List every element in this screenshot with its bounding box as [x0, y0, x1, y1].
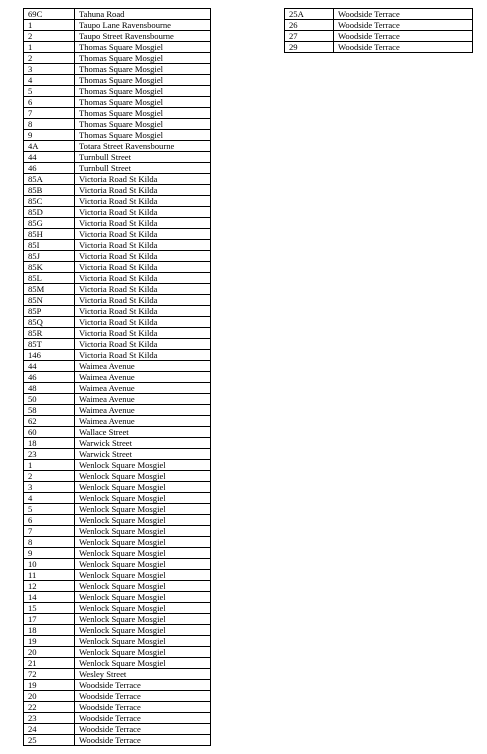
table-row [24, 680, 211, 691]
street-name-cell: Thomas Square Mosgiel [75, 108, 211, 119]
house-number-cell: 25A [285, 9, 334, 20]
table-row [24, 416, 211, 427]
table-row [24, 306, 211, 317]
house-number-cell: 20 [24, 691, 75, 702]
house-number-cell: 18 [24, 625, 75, 636]
table-row [24, 394, 211, 405]
house-number-cell: 85I [24, 240, 75, 251]
street-name-cell: Wenlock Square Mosgiel [75, 570, 211, 581]
table-row [24, 229, 211, 240]
table-row [24, 9, 211, 20]
table-row [24, 240, 211, 251]
table-row [285, 42, 473, 53]
house-number-cell: 6 [24, 97, 75, 108]
table-row [24, 163, 211, 174]
house-number-cell: 85M [24, 284, 75, 295]
house-number-cell: 1 [24, 460, 75, 471]
table-row [24, 295, 211, 306]
house-number-cell: 2 [24, 31, 75, 42]
table-row [24, 328, 211, 339]
house-number-cell: 5 [24, 86, 75, 97]
house-number-cell: 8 [24, 119, 75, 130]
street-name-cell: Thomas Square Mosgiel [75, 75, 211, 86]
house-number-cell: 18 [24, 438, 75, 449]
house-number-cell: 85T [24, 339, 75, 350]
table-row [24, 724, 211, 735]
street-name-cell: Wenlock Square Mosgiel [75, 581, 211, 592]
house-number-cell: 19 [24, 680, 75, 691]
house-number-cell: 23 [24, 449, 75, 460]
house-number-cell: 14 [24, 592, 75, 603]
street-name-cell: Waimea Avenue [75, 405, 211, 416]
street-name-cell: Woodside Terrace [334, 9, 473, 20]
table-row [24, 405, 211, 416]
street-name-cell: Thomas Square Mosgiel [75, 130, 211, 141]
table-row [24, 691, 211, 702]
house-number-cell: 2 [24, 53, 75, 64]
house-number-cell: 48 [24, 383, 75, 394]
street-name-cell: Wenlock Square Mosgiel [75, 460, 211, 471]
house-number-cell: 46 [24, 163, 75, 174]
street-name-cell: Taupo Lane Ravensbourne [75, 20, 211, 31]
table-row [24, 174, 211, 185]
house-number-cell: 7 [24, 526, 75, 537]
street-name-cell: Victoria Road St Kilda [75, 207, 211, 218]
table-row [24, 196, 211, 207]
street-name-cell: Wenlock Square Mosgiel [75, 548, 211, 559]
house-number-cell: 85C [24, 196, 75, 207]
street-name-cell: Wenlock Square Mosgiel [75, 658, 211, 669]
street-name-cell: Waimea Avenue [75, 416, 211, 427]
table-row [24, 713, 211, 724]
house-number-cell: 72 [24, 669, 75, 680]
street-name-cell: Victoria Road St Kilda [75, 273, 211, 284]
house-number-cell: 17 [24, 614, 75, 625]
table-row [24, 262, 211, 273]
street-name-cell: Wenlock Square Mosgiel [75, 559, 211, 570]
street-name-cell: Thomas Square Mosgiel [75, 53, 211, 64]
table-row [24, 548, 211, 559]
street-name-cell: Wenlock Square Mosgiel [75, 504, 211, 515]
street-name-cell: Victoria Road St Kilda [75, 218, 211, 229]
spellcheck-flagged-word: Tahuna Road [79, 9, 125, 19]
table-row [24, 372, 211, 383]
table-row [24, 97, 211, 108]
house-number-cell: 6 [24, 515, 75, 526]
house-number-cell: 7 [24, 108, 75, 119]
table-row [24, 64, 211, 75]
street-name-cell: Woodside Terrace [334, 20, 473, 31]
street-name-cell: Woodside Terrace [75, 680, 211, 691]
street-name-cell: Victoria Road St Kilda [75, 229, 211, 240]
table-row [24, 515, 211, 526]
table-row [24, 471, 211, 482]
address-table-left-body [24, 9, 211, 746]
table-row [24, 251, 211, 262]
street-name-cell: Thomas Square Mosgiel [75, 97, 211, 108]
house-number-cell: 15 [24, 603, 75, 614]
house-number-cell: 46 [24, 372, 75, 383]
house-number-cell: 19 [24, 636, 75, 647]
house-number-cell: 1 [24, 20, 75, 31]
table-row [24, 53, 211, 64]
street-name-cell: Waimea Avenue [75, 361, 211, 372]
street-name-cell: Thomas Square Mosgiel [75, 42, 211, 53]
house-number-cell: 2 [24, 471, 75, 482]
house-number-cell: 85H [24, 229, 75, 240]
house-number-cell: 8 [24, 537, 75, 548]
table-row [24, 20, 211, 31]
table-row [24, 350, 211, 361]
table-row [24, 207, 211, 218]
house-number-cell: 85G [24, 218, 75, 229]
address-table-right [284, 8, 473, 53]
table-row [24, 603, 211, 614]
house-number-cell: 3 [24, 482, 75, 493]
street-name-cell: Thomas Square Mosgiel [75, 64, 211, 75]
address-table-right-body [285, 9, 473, 53]
table-row [24, 614, 211, 625]
house-number-cell: 44 [24, 152, 75, 163]
street-name-cell: Woodside Terrace [75, 691, 211, 702]
house-number-cell: 85A [24, 174, 75, 185]
table-row [24, 317, 211, 328]
house-number-cell: 85Q [24, 317, 75, 328]
house-number-cell: 21 [24, 658, 75, 669]
house-number-cell: 85N [24, 295, 75, 306]
house-number-cell: 4 [24, 493, 75, 504]
street-name-cell: Victoria Road St Kilda [75, 196, 211, 207]
table-row [24, 185, 211, 196]
house-number-cell: 85K [24, 262, 75, 273]
house-number-cell: 85B [24, 185, 75, 196]
table-row [24, 284, 211, 295]
table-row [24, 537, 211, 548]
street-name-cell: Wenlock Square Mosgiel [75, 482, 211, 493]
street-name-cell: Warwick Street [75, 438, 211, 449]
house-number-cell: 58 [24, 405, 75, 416]
table-row [24, 361, 211, 372]
street-name-cell: Wenlock Square Mosgiel [75, 647, 211, 658]
street-name-cell: Victoria Road St Kilda [75, 185, 211, 196]
table-row [24, 559, 211, 570]
house-number-cell: 85J [24, 251, 75, 262]
table-row [285, 20, 473, 31]
table-row [24, 130, 211, 141]
street-name-cell: Waimea Avenue [75, 394, 211, 405]
street-name-cell: Wenlock Square Mosgiel [75, 515, 211, 526]
street-name-cell: Wenlock Square Mosgiel [75, 603, 211, 614]
house-number-cell: 85R [24, 328, 75, 339]
street-name-cell: Wenlock Square Mosgiel [75, 636, 211, 647]
table-row [24, 669, 211, 680]
house-number-cell: 60 [24, 427, 75, 438]
house-number-cell: 50 [24, 394, 75, 405]
house-number-cell: 85L [24, 273, 75, 284]
street-name-cell: Victoria Road St Kilda [75, 339, 211, 350]
street-name-cell: Victoria Road St Kilda [75, 317, 211, 328]
table-row [24, 592, 211, 603]
street-name-cell: Victoria Road St Kilda [75, 240, 211, 251]
street-name-cell: Woodside Terrace [75, 735, 211, 746]
house-number-cell: 24 [24, 724, 75, 735]
street-name-cell: Woodside Terrace [75, 713, 211, 724]
street-name-cell: Woodside Terrace [75, 702, 211, 713]
table-row [24, 339, 211, 350]
table-row [24, 702, 211, 713]
street-name-cell: Woodside Terrace [334, 31, 473, 42]
table-row [24, 31, 211, 42]
table-row [24, 42, 211, 53]
house-number-cell: 69C [24, 9, 75, 20]
street-name-cell: Victoria Road St Kilda [75, 284, 211, 295]
street-name-cell: Victoria Road St Kilda [75, 328, 211, 339]
table-row [24, 735, 211, 746]
table-row [24, 383, 211, 394]
table-row [24, 504, 211, 515]
table-row [24, 526, 211, 537]
street-name-cell [75, 9, 211, 20]
street-name-cell: Taupo Street Ravensbourne [75, 31, 211, 42]
table-row [24, 218, 211, 229]
table-row [24, 438, 211, 449]
house-number-cell: 29 [285, 42, 334, 53]
table-row [24, 460, 211, 471]
street-name-cell: Wallace Street [75, 427, 211, 438]
street-name-cell: Wenlock Square Mosgiel [75, 614, 211, 625]
address-table-left [23, 8, 211, 746]
street-name-cell: Victoria Road St Kilda [75, 262, 211, 273]
street-name-cell: Thomas Square Mosgiel [75, 86, 211, 97]
street-name-cell: Wenlock Square Mosgiel [75, 592, 211, 603]
house-number-cell: 9 [24, 130, 75, 141]
house-number-cell: 20 [24, 647, 75, 658]
house-number-cell: 5 [24, 504, 75, 515]
street-name-cell: Warwick Street [75, 449, 211, 460]
street-name-cell: Victoria Road St Kilda [75, 306, 211, 317]
table-row [24, 141, 211, 152]
house-number-cell: 4 [24, 75, 75, 86]
street-name-cell: Woodside Terrace [75, 724, 211, 735]
table-row [24, 570, 211, 581]
table-row [24, 482, 211, 493]
street-name-cell: Victoria Road St Kilda [75, 251, 211, 262]
house-number-cell: 22 [24, 702, 75, 713]
table-row [24, 636, 211, 647]
street-name-cell: Wenlock Square Mosgiel [75, 493, 211, 504]
table-row [24, 108, 211, 119]
house-number-cell: 4A [24, 141, 75, 152]
house-number-cell: 12 [24, 581, 75, 592]
house-number-cell: 10 [24, 559, 75, 570]
table-row [24, 119, 211, 130]
table-row [24, 647, 211, 658]
house-number-cell: 85P [24, 306, 75, 317]
table-row [285, 31, 473, 42]
street-name-cell: Woodside Terrace [334, 42, 473, 53]
table-row [24, 581, 211, 592]
table-row [24, 273, 211, 284]
street-name-cell: Totara Street Ravensbourne [75, 141, 211, 152]
house-number-cell: 9 [24, 548, 75, 559]
street-name-cell: Turnbull Street [75, 163, 211, 174]
table-row [24, 449, 211, 460]
street-name-cell: Victoria Road St Kilda [75, 174, 211, 185]
street-name-cell: Wenlock Square Mosgiel [75, 537, 211, 548]
street-name-cell: Turnbull Street [75, 152, 211, 163]
street-name-cell: Wenlock Square Mosgiel [75, 625, 211, 636]
street-name-cell: Victoria Road St Kilda [75, 295, 211, 306]
house-number-cell: 26 [285, 20, 334, 31]
table-row [24, 86, 211, 97]
table-row [24, 75, 211, 86]
street-name-cell: Waimea Avenue [75, 372, 211, 383]
house-number-cell: 3 [24, 64, 75, 75]
house-number-cell: 85D [24, 207, 75, 218]
house-number-cell: 11 [24, 570, 75, 581]
street-name-cell: Waimea Avenue [75, 383, 211, 394]
house-number-cell: 1 [24, 42, 75, 53]
house-number-cell: 25 [24, 735, 75, 746]
table-row [285, 9, 473, 20]
table-row [24, 493, 211, 504]
street-name-cell: Wenlock Square Mosgiel [75, 526, 211, 537]
table-row [24, 658, 211, 669]
house-number-cell: 44 [24, 361, 75, 372]
house-number-cell: 23 [24, 713, 75, 724]
table-row [24, 152, 211, 163]
street-name-cell: Victoria Road St Kilda [75, 350, 211, 361]
street-name-cell: Wenlock Square Mosgiel [75, 471, 211, 482]
table-row [24, 427, 211, 438]
street-name-cell: Wesley Street [75, 669, 211, 680]
house-number-cell: 27 [285, 31, 334, 42]
street-name-cell: Thomas Square Mosgiel [75, 119, 211, 130]
table-row [24, 625, 211, 636]
house-number-cell: 62 [24, 416, 75, 427]
house-number-cell: 146 [24, 350, 75, 361]
